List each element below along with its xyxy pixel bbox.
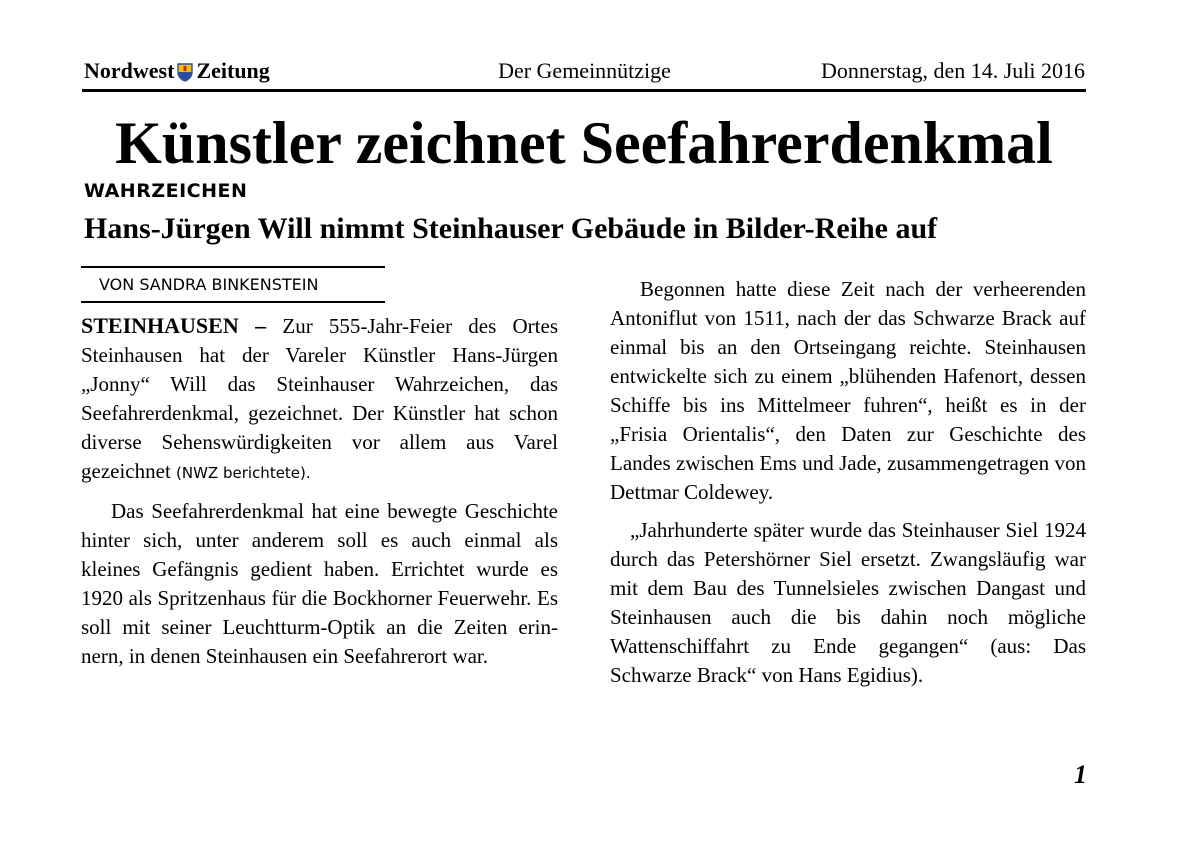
issue-date: Donnerstag, den 14. Juli 2016 [821,58,1085,83]
byline-text: VON SANDRA BINKENSTEIN [99,275,319,294]
kicker: WAHRZEICHEN [84,180,248,202]
section-title: Der Gemeinnützige [498,58,671,83]
page-number: 1 [1074,760,1087,789]
dateline: STEINHAUSEN – [81,313,267,338]
quote-paragraph: „Jahrhunderte später wurde das Steinhauser Siel 1924 durch das Petershörner Siel ersetzt. Zwangsläufig war mit dem Bau des Tunnelsieles zwischen Dangast und Steinhausen auch die bis dahin noch mögliche Wattenschiffahrt zu Ende gegangen“ (aus: Das Schwarze Brack“ von Hans Egidius). [610,518,1086,687]
headline: Künstler zeichnet Seefahrerdenkmal [115,110,1053,176]
body-paragraph: Das Seefahrerdenkmal hat eine bewegte Geschichte hinter sich, unter anderem soll es auch einmal als kleines Gefängnis gedient haben. Errichtet wurde es 1920 als Spritzenhaus für die Bockhorner Feuerwehr. Es soll mit seiner Leuchtturm-Optik an die Zeiten erin-nern, in denen Steinhausen ein Seefahrerort war. [81,499,558,668]
lead-text: Zur 555-Jahr-Feier des Ortes Steinhausen hat der Vareler Künstler Hans-Jürgen „Jonny“ Will das Steinhauser Wahrzeichen, das Seefahrerdenkmal, gezeichnet. Der Künstler hat schon diverse Sehenswürdigkeiten vor allem aus Varel gezeichnet [81,314,558,483]
source-note: (NWZ berichtete). [176,464,311,482]
masthead [84,58,1085,88]
subheadline: Hans-Jürgen Will nimmt Steinhauser Gebäude in Bilder-Reihe auf [84,212,938,245]
brand-name-right: Zeitung [196,58,270,83]
article-column-right [610,275,1086,690]
byline [81,266,385,303]
body-paragraph: Begonnen hatte diese Zeit nach der verheerenden Antoniflut von 1511, nach der das Schwarze Brack auf einmal bis an den Ortseingang reichte. Steinhausen entwickelte sich zu einem „blühenden Hafenort, dessen Schiffe bis ins Mittelmeer fuhren“, heißt es in der „Frisia Orientalis“, den Daten zur Geschichte des Landes zwischen Ems und Jade, zusammengetragen von Dettmar Coldewey. [610,277,1086,504]
masthead-rule [82,89,1086,92]
lead-paragraph [81,311,558,488]
article-column-left [81,311,558,671]
brand-name-left: Nordwest [84,58,175,83]
